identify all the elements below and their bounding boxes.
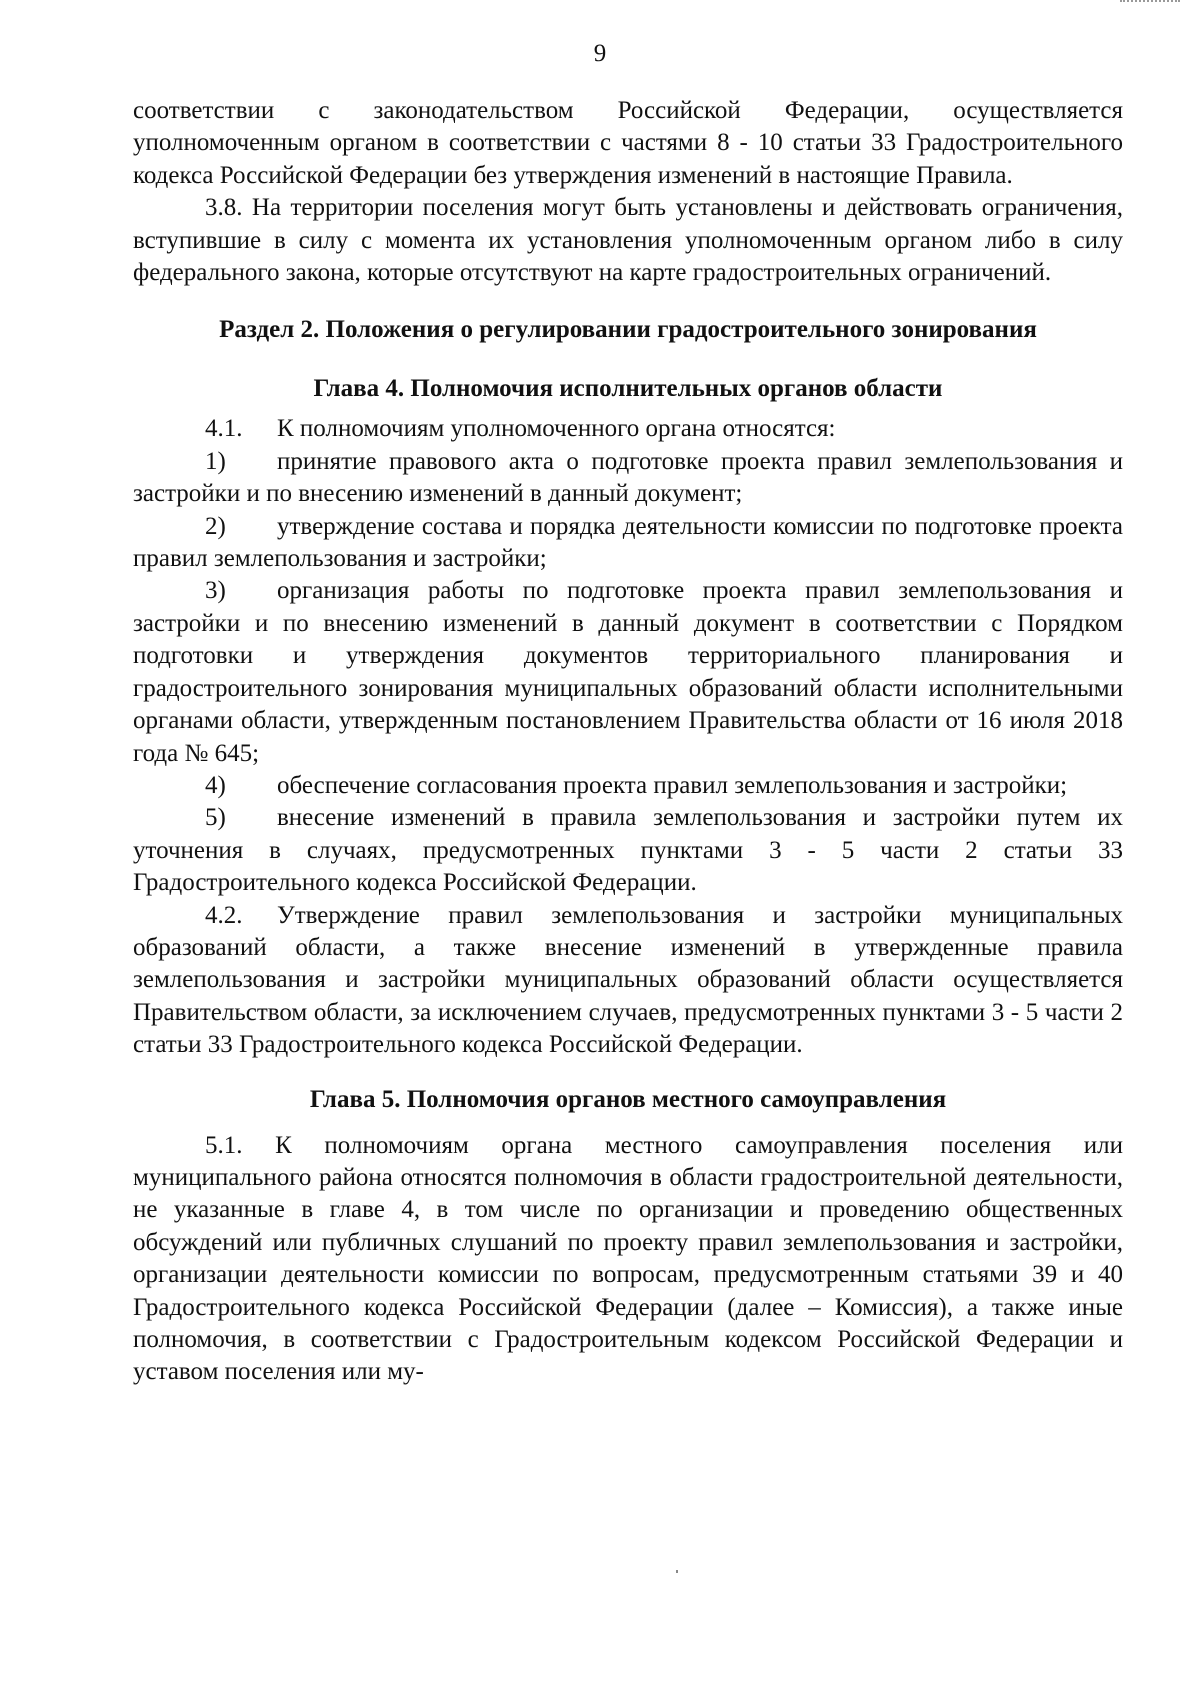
item-text: К полномочиям уполномоченного органа относятся:	[277, 415, 836, 443]
paragraph-continuation: соответствии с законодательством Российской Федерации, осуществляется уполномоченным органом в соответствии с частями 8 - 10 статьи 33 Градостроительного кодекса Российской Федерации без утверждения изменений в настоящие Правила.	[133, 97, 1123, 189]
item-number: 4.2.	[205, 901, 243, 929]
scan-edge-mark	[1120, 0, 1180, 6]
item-number: 4)	[205, 771, 226, 799]
chapter-4-title: Глава 4. Полномочия исполнительных органов области	[313, 375, 943, 403]
item-number: 2)	[205, 512, 226, 540]
page-body	[133, 95, 1123, 1389]
list-item-1	[133, 446, 1123, 511]
item-text: принятие правового акта о подготовке проекта правил землепользования и застройки и по внесению изменений в данный документ;	[133, 447, 1123, 508]
item-number: 4.1.	[205, 415, 243, 443]
list-item-4	[133, 770, 1123, 802]
item-number: 3)	[205, 577, 226, 605]
paragraph-3-8: 3.8. На территории поселения могут быть установлены и действовать ограничения, вступившие в силу с момента их установления уполномоченным органом либо в силу федерального закона, которые отсутствуют на карте градостроительных ограничений.	[133, 194, 1123, 287]
item-text: внесение изменений в правила землепользования и застройки путем их уточнения в случаях, предусмотренных пунктами 3 - 5 части 2 статьи 33 Градостроительного кодекса Российской Федерации.	[133, 804, 1123, 897]
list-item-2	[133, 511, 1123, 576]
page-number: 9	[593, 40, 607, 67]
item-number: 5)	[205, 804, 226, 832]
paragraph-5-1: 5.1. К полномочиям органа местного самоуправления поселения или муниципального района относятся полномочия в области градостроительной деятельности, не указанные в главе 4, в том числе по организации и проведению общественных обсуждений или публичных слушаний по проекту правил землепользования и застройки, организации деятельности комиссии по вопросам, предусмотренным статьями 39 и 40 Градостроительного кодекса Российской Федерации (далее – Комиссия), а также иные полномочия, в соответствии с Градостроительным кодексом Российской Федерации и уставом поселения или му-	[133, 1131, 1123, 1386]
chapter-5-title: Глава 5. Полномочия органов местного самоуправления	[309, 1085, 947, 1113]
item-text: Утверждение правил землепользования и застройки муниципальных образований области, а также внесение изменений в утвержденные правила землепользования и застройки муниципальных образований области осуществляется Правительством области, за исключением случаев, предусмотренных пунктами 3 - 5 части 2 статьи 33 Градостроительного кодекса Российской Федерации.	[133, 901, 1123, 1059]
list-item-5	[133, 802, 1123, 899]
scan-speck	[676, 1570, 678, 1573]
section-title: Раздел 2. Положения о регулировании градостроительного зонирования	[219, 316, 1037, 344]
item-text: организация работы по подготовке проекта правил землепользования и застройки и по внесению изменений в данный документ в соответствии с Порядком подготовки и утверждения документов территориального планирования и градостроительного зонирования муниципальных образований области исполнительными органами области, утвержденным постановлением Правительства области от 16 июля 2018 года № 645;	[133, 577, 1123, 767]
paragraph-4-1	[133, 413, 1123, 445]
list-item-3	[133, 575, 1123, 769]
item-text: утверждение состава и порядка деятельности комиссии по подготовке проекта правил землепользования и застройки;	[133, 512, 1123, 573]
paragraph-4-2	[133, 900, 1123, 1062]
item-text: обеспечение согласования проекта правил землепользования и застройки;	[277, 771, 1068, 799]
item-number: 1)	[205, 447, 226, 475]
